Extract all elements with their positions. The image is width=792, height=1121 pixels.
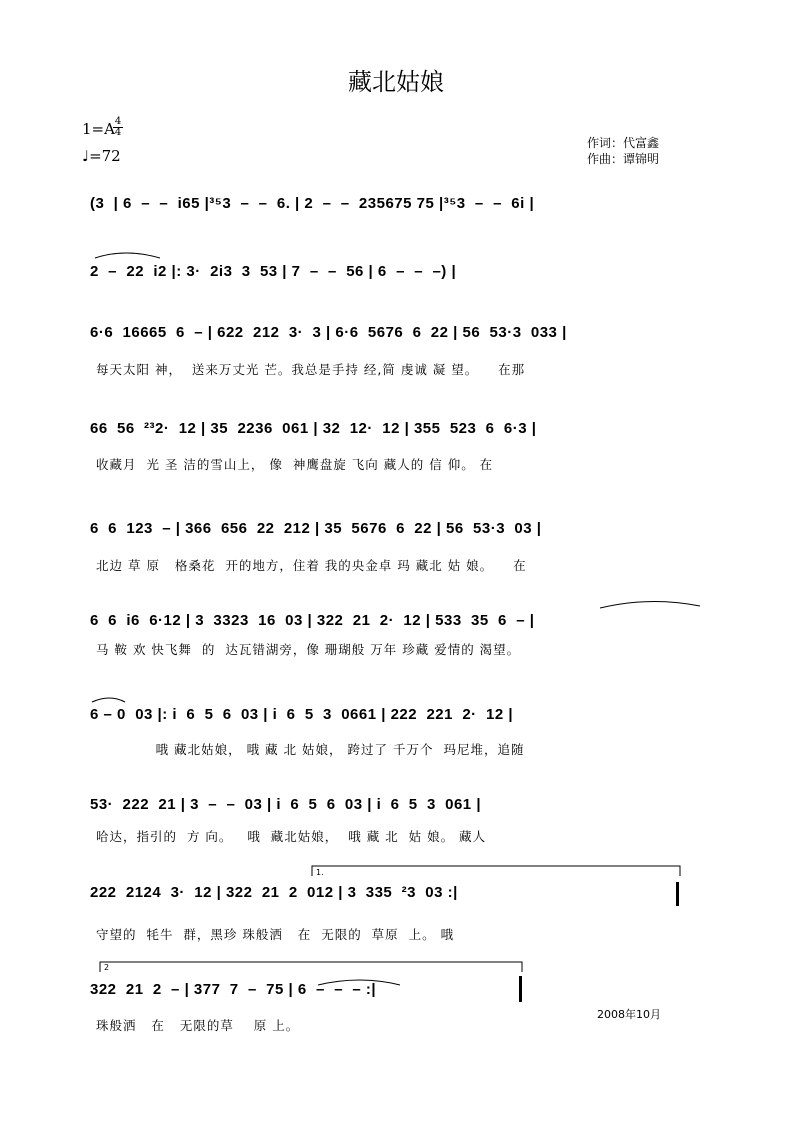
lyric-row-5: 北边 草 原 格桑花 开的地方，住着 我的央金卓 玛 藏北 姑 娘。 在 xyxy=(96,558,527,573)
music-row-1: (3 | 6 – – i65 |³⁵3 – – 6. | 2 – – 235675 75 |³⁵3 – – 6i | xyxy=(90,195,535,212)
volta-1-bracket xyxy=(312,866,680,876)
music-row-9: 222 2124 3· 12 | 322 21 2 012 | 3 335 ²3 03 :| xyxy=(90,884,458,901)
music-row-8: 53· 222 21 | 3 – – 03 | i 6 5 6 03 | i 6 5 3 061 | xyxy=(90,796,482,813)
song-title: 藏北姑娘 xyxy=(348,68,444,96)
music-row-10: 322 21 2 – | 377 7 – 75 | 6 – – – :| xyxy=(90,981,377,998)
lyricist-credit: 作词：代富鑫 xyxy=(587,136,660,150)
music-row-3: 6·6 16665 6 – | 622 212 3· 3 | 6·6 5676 6 22 | 56 53·3 033 | xyxy=(90,324,567,341)
lyric-row-7: 哦 藏北姑娘， 哦 藏 北 姑娘， 跨过了 千万个 玛尼堆，追随 xyxy=(96,742,525,757)
lyric-row-9: 守望的 牦牛 群，黑珍 珠般洒 在 无限的 草原 上。 哦 xyxy=(96,927,455,942)
lyric-row-3: 每天太阳 神， 送来万丈光 芒。我总是手持 经,简 虔诚 凝 望。 在那 xyxy=(96,362,526,377)
music-row-4: 66 56 ²³2· 12 | 35 2236 061 | 32 12· 12 | 355 523 6 6·3 | xyxy=(90,420,537,437)
lyric-row-8: 哈达，指引的 方 向。 哦 藏北姑娘， 哦 藏 北 姑 娘。 藏人 xyxy=(96,829,487,844)
key-signature: 1=A xyxy=(82,120,115,138)
repeat-end-barline xyxy=(676,882,679,906)
volta-2-bracket xyxy=(100,962,522,972)
time-signature-top: 4 xyxy=(114,116,122,127)
volta-1-label: 1. xyxy=(316,868,324,877)
composition-date: 2008年10月 xyxy=(597,1008,661,1021)
final-barline xyxy=(519,976,522,1002)
music-row-2: 2 – 22 i2 |: 3· 2i3 3 53 | 7 – – 56 | 6 – – –) | xyxy=(90,263,457,280)
lyric-row-4: 收藏月 光 圣 洁的雪山上， 像 神鹰盘旋 飞向 藏人的 信 仰。 在 xyxy=(96,457,494,472)
music-row-5: 6 6 123 – | 366 656 22 212 | 35 5676 6 22 | 56 53·3 03 | xyxy=(90,520,542,537)
lyric-row-10: 珠般洒 在 无限的草 原 上。 xyxy=(96,1018,300,1033)
music-row-6: 6 6 i6 6·12 | 3 3323 16 03 | 322 21 2· 12 | 533 35 6 – | xyxy=(90,612,535,629)
slur-3 xyxy=(92,698,125,702)
volta-2-label: 2 xyxy=(104,963,110,972)
lyric-row-6: 马 鞍 欢 快飞舞 的 达瓦错湖旁，像 珊瑚般 万年 珍藏 爱情的 渴望。 xyxy=(96,642,521,657)
music-row-7: 6 – 0 03 |: i 6 5 6 03 | i 6 5 3 0661 | 222 221 2· 12 | xyxy=(90,706,514,723)
slur-4 xyxy=(318,980,400,985)
slur-2 xyxy=(600,601,700,608)
composer-credit: 作曲：谭锦明 xyxy=(587,152,660,166)
time-signature-bottom: 4 xyxy=(114,127,122,138)
tempo-marking: ♩=72 xyxy=(82,147,121,165)
slur-1 xyxy=(95,253,160,258)
